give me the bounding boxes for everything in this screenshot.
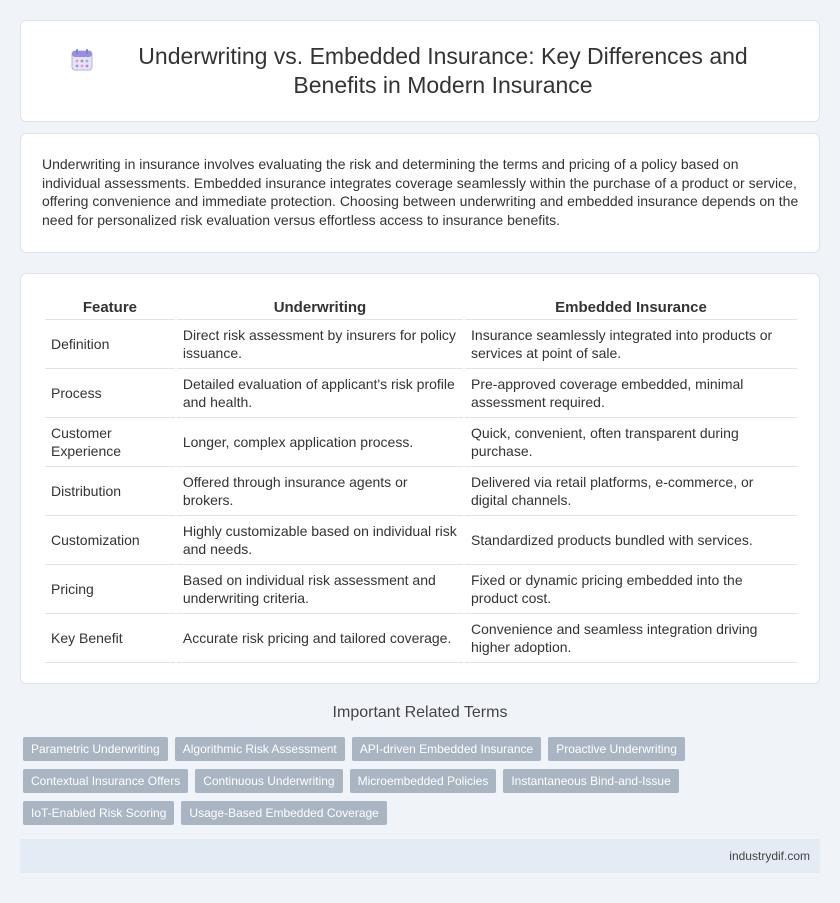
related-terms-list [23, 737, 823, 833]
table-row [45, 418, 797, 467]
related-terms-title: Important Related Terms [332, 704, 508, 721]
intro-paragraph: Underwriting in insurance involves evaluating the risk and determining the terms and pricing of a policy based on individual assessments. Embedded insurance integrates coverage seamlessly within the purchase of a product or service, offering convenience and immediate protection. Choosing between underwriting and embedded insurance depends on the need for personalized risk evaluation versus effortless access to insurance benefits. [42, 156, 799, 228]
header-feature: Feature [45, 296, 175, 320]
related-term-tag[interactable]: Microembedded Policies [350, 769, 497, 793]
embedded-cell: Standardized products bundled with services. [465, 516, 797, 565]
calendar-icon [70, 48, 94, 72]
related-term-tag[interactable]: Parametric Underwriting [23, 737, 168, 761]
underwriting-cell: Direct risk assessment by insurers for policy issuance. [177, 320, 463, 369]
embedded-cell: Pre-approved coverage embedded, minimal assessment required. [465, 369, 797, 418]
embedded-cell: Quick, convenient, often transparent during purchase. [465, 418, 797, 467]
related-term-tag[interactable]: Continuous Underwriting [195, 769, 342, 793]
feature-cell: Pricing [45, 565, 175, 614]
header-underwriting: Underwriting [177, 296, 463, 320]
underwriting-cell: Offered through insurance agents or brokers. [177, 467, 463, 516]
intro-card [20, 133, 820, 253]
related-term-tag[interactable]: IoT-Enabled Risk Scoring [23, 801, 174, 825]
feature-cell: Distribution [45, 467, 175, 516]
underwriting-cell: Accurate risk pricing and tailored coverage. [177, 614, 463, 663]
related-term-tag[interactable]: API-driven Embedded Insurance [352, 737, 541, 761]
underwriting-cell: Highly customizable based on individual risk and needs. [177, 516, 463, 565]
feature-cell: Key Benefit [45, 614, 175, 663]
related-term-tag[interactable]: Instantaneous Bind-and-Issue [503, 769, 678, 793]
related-term-tag[interactable]: Usage-Based Embedded Coverage [181, 801, 386, 825]
feature-cell: Definition [45, 320, 175, 369]
table-header-row [45, 296, 797, 320]
table-row [45, 516, 797, 565]
underwriting-cell: Detailed evaluation of applicant's risk profile and health. [177, 369, 463, 418]
comparison-table [43, 296, 799, 663]
underwriting-cell: Based on individual risk assessment and underwriting criteria. [177, 565, 463, 614]
title-card [20, 20, 820, 122]
embedded-cell: Delivered via retail platforms, e-commerce, or digital channels. [465, 467, 797, 516]
comparison-card [20, 273, 820, 684]
feature-cell: Customization [45, 516, 175, 565]
embedded-cell: Fixed or dynamic pricing embedded into the product cost. [465, 565, 797, 614]
embedded-cell: Insurance seamlessly integrated into products or services at point of sale. [465, 320, 797, 369]
table-row [45, 467, 797, 516]
page-title: Underwriting vs. Embedded Insurance: Key Differences and Benefits in Modern Insurance [138, 43, 748, 98]
table-row [45, 369, 797, 418]
feature-cell: Customer Experience [45, 418, 175, 467]
table-row [45, 614, 797, 663]
table-row [45, 320, 797, 369]
footer-site-link[interactable]: industrydif.com [729, 849, 810, 863]
header-embedded-insurance: Embedded Insurance [465, 296, 797, 320]
feature-cell: Process [45, 369, 175, 418]
title-wrap [70, 42, 770, 100]
footer [20, 839, 820, 873]
underwriting-cell: Longer, complex application process. [177, 418, 463, 467]
table-row [45, 565, 797, 614]
related-term-tag[interactable]: Proactive Underwriting [548, 737, 685, 761]
related-term-tag[interactable]: Algorithmic Risk Assessment [175, 737, 345, 761]
embedded-cell: Convenience and seamless integration driving higher adoption. [465, 614, 797, 663]
related-term-tag[interactable]: Contextual Insurance Offers [23, 769, 188, 793]
